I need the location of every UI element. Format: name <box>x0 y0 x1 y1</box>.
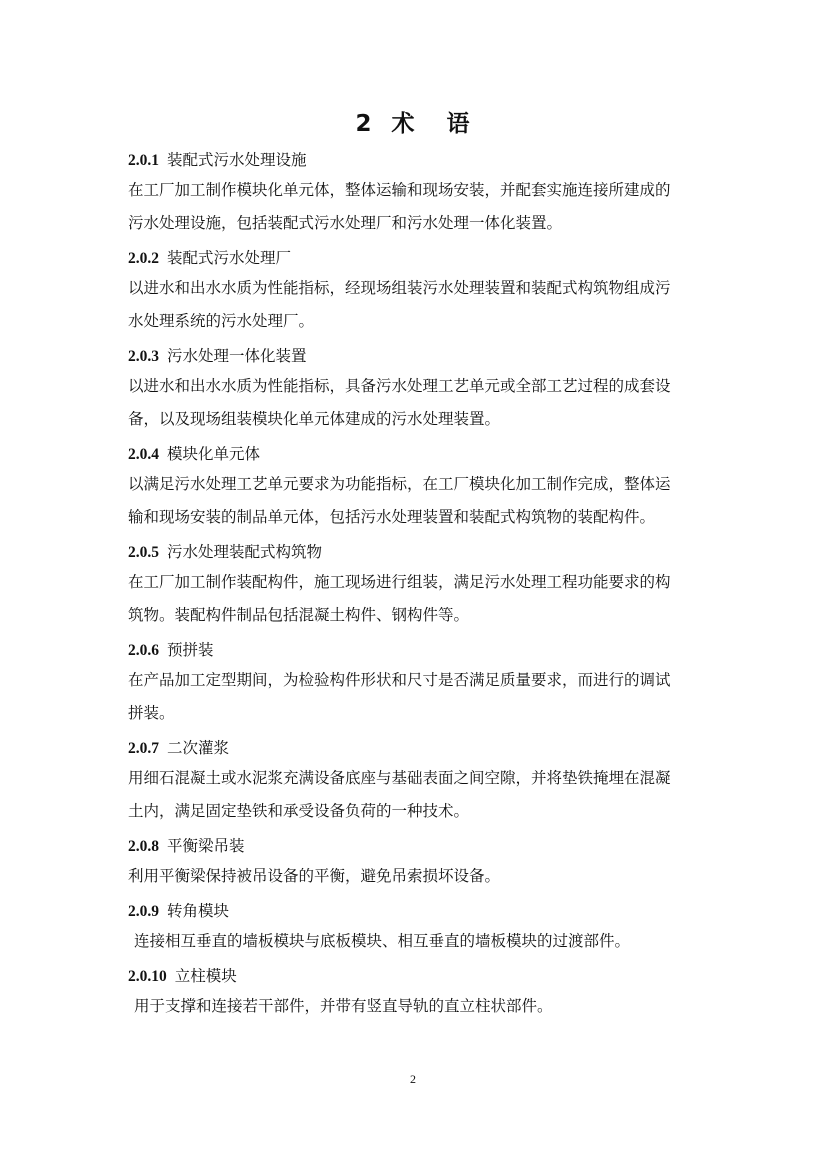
term-number: 2.0.7 <box>128 740 159 757</box>
term-heading <box>128 146 708 174</box>
term-name: 平衡梁吊装 <box>167 837 245 855</box>
page-number: 2 <box>410 1072 416 1086</box>
term-entry <box>128 342 708 436</box>
term-heading <box>128 962 708 990</box>
term-heading <box>128 244 708 272</box>
term-entry <box>128 734 708 828</box>
chapter-title-part2: 语 <box>446 111 471 137</box>
term-name: 转角模块 <box>167 902 230 920</box>
term-heading <box>128 538 708 566</box>
term-heading <box>128 897 708 925</box>
term-number: 2.0.2 <box>128 250 159 267</box>
term-entry <box>128 440 708 534</box>
term-number: 2.0.3 <box>128 348 159 365</box>
chapter-title-part1: 术 <box>391 111 416 137</box>
terms-list <box>128 146 708 1027</box>
chapter-number: 2 <box>355 111 373 137</box>
term-name: 装配式污水处理设施 <box>167 151 307 169</box>
term-name: 装配式污水处理厂 <box>167 249 292 267</box>
term-definition-line: 以满足污水处理工艺单元要求为功能指标，在工厂模块化加工制作完成，整体运 <box>128 475 671 493</box>
term-definition-line: 用细石混凝土或水泥浆充满设备底座与基础表面之间空隙，并将垫铁掩埋在混凝 <box>128 769 671 787</box>
term-heading <box>128 342 708 370</box>
term-name: 二次灌浆 <box>167 739 230 757</box>
term-definition-line: 污水处理设施，包括装配式污水处理厂和污水处理一体化装置。 <box>128 214 563 232</box>
term-heading <box>128 636 708 664</box>
term-number: 2.0.10 <box>128 968 167 985</box>
term-name: 立柱模块 <box>174 967 237 985</box>
term-entry <box>128 962 708 1023</box>
term-definition-line: 输和现场安装的制品单元体，包括污水处理装置和装配式构筑物的装配构件。 <box>128 508 656 526</box>
term-number: 2.0.6 <box>128 642 159 659</box>
term-number: 2.0.9 <box>128 903 159 920</box>
term-name: 污水处理一体化装置 <box>167 347 307 365</box>
term-definition-line: 在工厂加工制作模块化单元体，整体运输和现场安装，并配套实施连接所建成的 <box>128 181 671 199</box>
term-definition-line: 连接相互垂直的墙板模块与底板模块、相互垂直的墙板模块的过渡部件。 <box>134 932 631 950</box>
term-name: 预拼装 <box>167 641 214 659</box>
chapter-title <box>0 108 826 140</box>
term-entry <box>128 538 708 632</box>
term-number: 2.0.8 <box>128 838 159 855</box>
term-name: 污水处理装配式构筑物 <box>167 543 323 561</box>
term-entry <box>128 636 708 730</box>
term-definition-line: 用于支撑和连接若干部件，并带有竖直导轨的直立柱状部件。 <box>134 997 553 1015</box>
term-definition-line: 在产品加工定型期间，为检验构件形状和尺寸是否满足质量要求，而进行的调试 <box>128 671 671 689</box>
term-number: 2.0.1 <box>128 152 159 169</box>
term-entry <box>128 832 708 893</box>
term-entry <box>128 244 708 338</box>
term-heading <box>128 832 708 860</box>
term-definition-line: 土内，满足固定垫铁和承受设备负荷的一种技术。 <box>128 802 470 820</box>
term-entry <box>128 146 708 240</box>
term-definition-line: 拼装。 <box>128 704 175 722</box>
term-definition-line: 利用平衡梁保持被吊设备的平衡，避免吊索损坏设备。 <box>128 867 501 885</box>
term-definition-line: 备，以及现场组装模块化单元体建成的污水处理装置。 <box>128 410 501 428</box>
term-number: 2.0.4 <box>128 446 159 463</box>
term-entry <box>128 897 708 958</box>
term-heading <box>128 734 708 762</box>
term-name: 模块化单元体 <box>167 445 261 463</box>
term-definition-line: 水处理系统的污水处理厂。 <box>128 312 315 330</box>
term-definition-line: 以进水和出水水质为性能指标，经现场组装污水处理装置和装配式构筑物组成污 <box>128 279 671 297</box>
term-heading <box>128 440 708 468</box>
term-definition-line: 以进水和出水水质为性能指标，具备污水处理工艺单元或全部工艺过程的成套设 <box>128 377 671 395</box>
term-definition-line: 筑物。装配构件制品包括混凝土构件、钢构件等。 <box>128 606 470 624</box>
term-definition-line: 在工厂加工制作装配构件，施工现场进行组装，满足污水处理工程功能要求的构 <box>128 573 671 591</box>
term-number: 2.0.5 <box>128 544 159 561</box>
